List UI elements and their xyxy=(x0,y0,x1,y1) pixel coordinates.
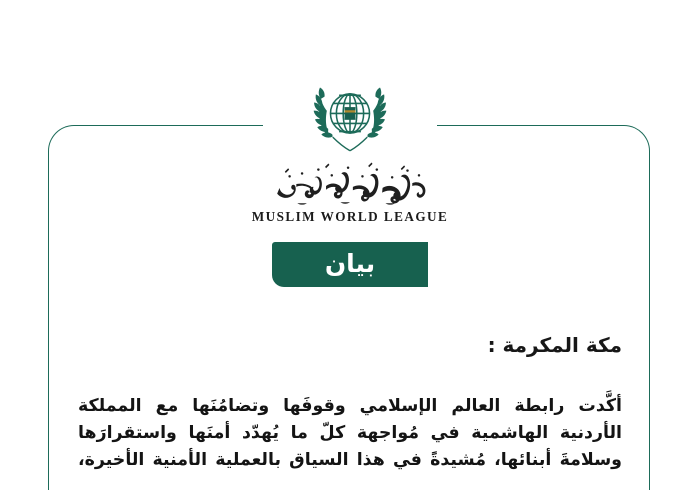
statement-line-3: وسلامةَ أبنائها، مُشيدةً في هذا السياق بالعملية الأمنية الأخيرة، xyxy=(78,450,622,470)
organization-name-english: MUSLIM WORLD LEAGUE xyxy=(251,209,449,224)
muslim-world-league-globe-wreath-emblem xyxy=(304,78,396,158)
dateline: مكة المكرمة : xyxy=(487,333,622,357)
statement-line-2: الأردنية الهاشمية في مُواجهة كلّ ما يُهدّد أمنَها واستقرارَها xyxy=(78,423,622,443)
organization-name-arabic-calligraphy xyxy=(267,162,433,208)
statement-body xyxy=(78,393,622,474)
statement-banner-label: بيان xyxy=(324,248,376,278)
statement-line-1: أكَّدت رابطة العالم الإسلامي وقوفَها وتضامُنَها مع المملكة xyxy=(78,396,622,416)
statement-banner xyxy=(272,242,428,287)
